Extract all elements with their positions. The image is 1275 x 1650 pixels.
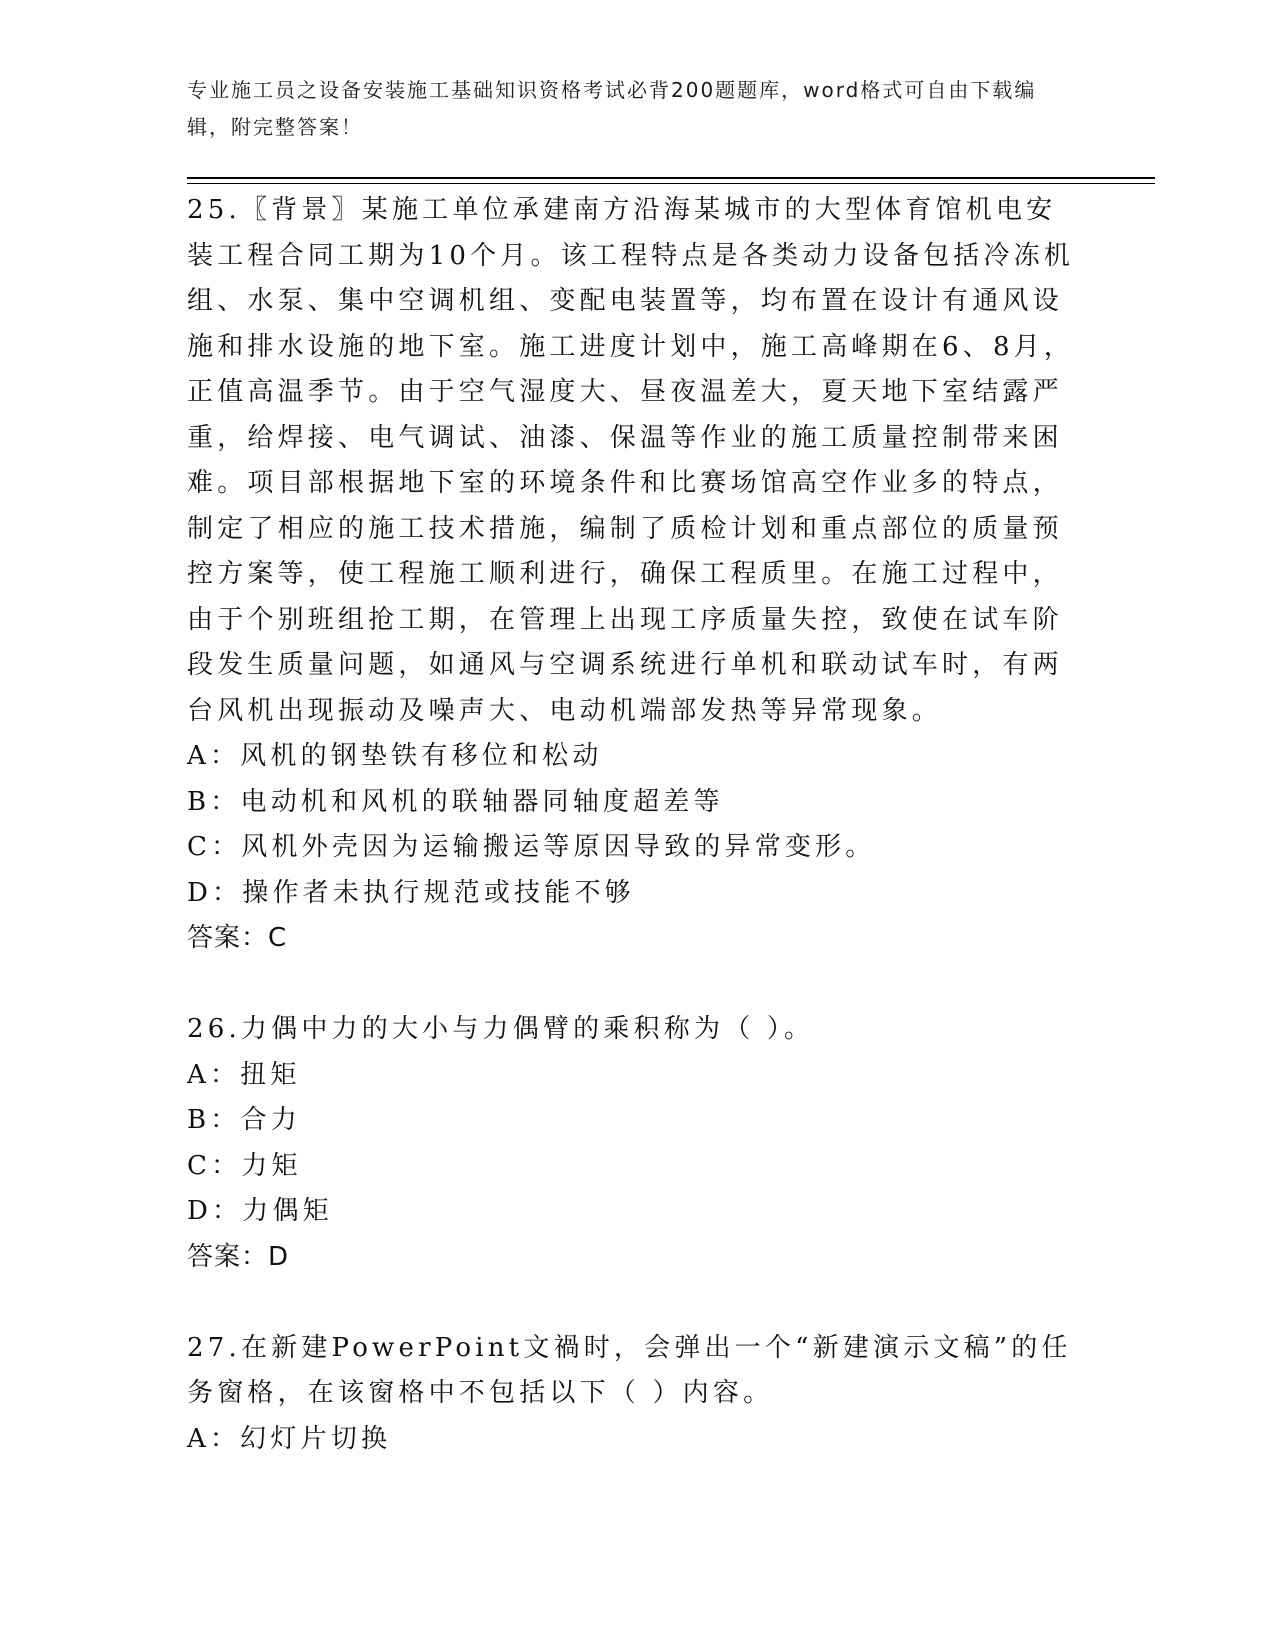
header-divider-thick — [187, 177, 1155, 179]
document-header: 专业施工员之设备安装施工基础知识资格考试必背200题题库，word格式可自由下载编辑，附完整答案！ — [187, 78, 1037, 139]
question-27 — [187, 1326, 1077, 1463]
option-b: B：电动机和风机的联轴器同轴度超差等 — [187, 786, 724, 817]
option-a: A：风机的钢垫铁有移位和松动 — [187, 741, 603, 771]
answer-line: 答案：D — [187, 1241, 290, 1272]
option-d: D：操作者未执行规范或技能不够 — [187, 877, 635, 908]
question-stem: 26.力偶中力的大小与力偶臂的乘积称为（ ）。 — [187, 1014, 815, 1044]
option-c: C：力矩 — [187, 1150, 302, 1181]
question-stem: 27.在新建PowerPoint文禍时，会弹出一个“新建演示文稿”的任务窗格，在该窗格中不包括以下（ ）内容。 — [187, 1332, 1072, 1408]
header-divider-thin — [187, 183, 1155, 184]
option-a: A：幻灯片切换 — [187, 1423, 392, 1454]
answer-line: 答案：C — [187, 923, 288, 953]
question-25 — [187, 188, 1077, 962]
option-a: A：扭矩 — [187, 1059, 301, 1090]
option-b: B：合力 — [187, 1105, 301, 1135]
question-list — [187, 188, 1077, 1508]
question-stem: 25.〖背景〗某施工单位承建南方沿海某城市的大型体育馆机电安装工程合同工期为10个月。该工程特点是各类动力设备包括冷冻机组、水泵、集中空调机组、变配电装置等，均布置在设计有通风设施和排水设施的地下室。施工进度计划中，施工高峰期在6、8月，正值高温季节。由于空气湿度大、昼夜温差大，夏天地下室结露严重，给焊接、电气调试、油漆、保温等作业的施工质量控制带来困难。项目部根据地下室的环境条件和比赛场馆高空作业多的特点，制定了相应的施工技术措施，编制了质检计划和重点部位的质量预控方案等，使工程施工顺利进行，确保工程质里。在施工过程中，由于个别班组抢工期，在管理上出现工序质量失控，致使在试车阶段发生质量问题，如通风与空调系统进行单机和联动试车时，有两台风机出现振动及噪声大、电动机端部发热等异常现象。 — [187, 195, 1075, 726]
option-c: C：风机外壳因为运输搬运等原因导致的异常变形。 — [187, 832, 876, 862]
option-d: D：力偶矩 — [187, 1196, 333, 1226]
question-26 — [187, 1007, 1077, 1280]
